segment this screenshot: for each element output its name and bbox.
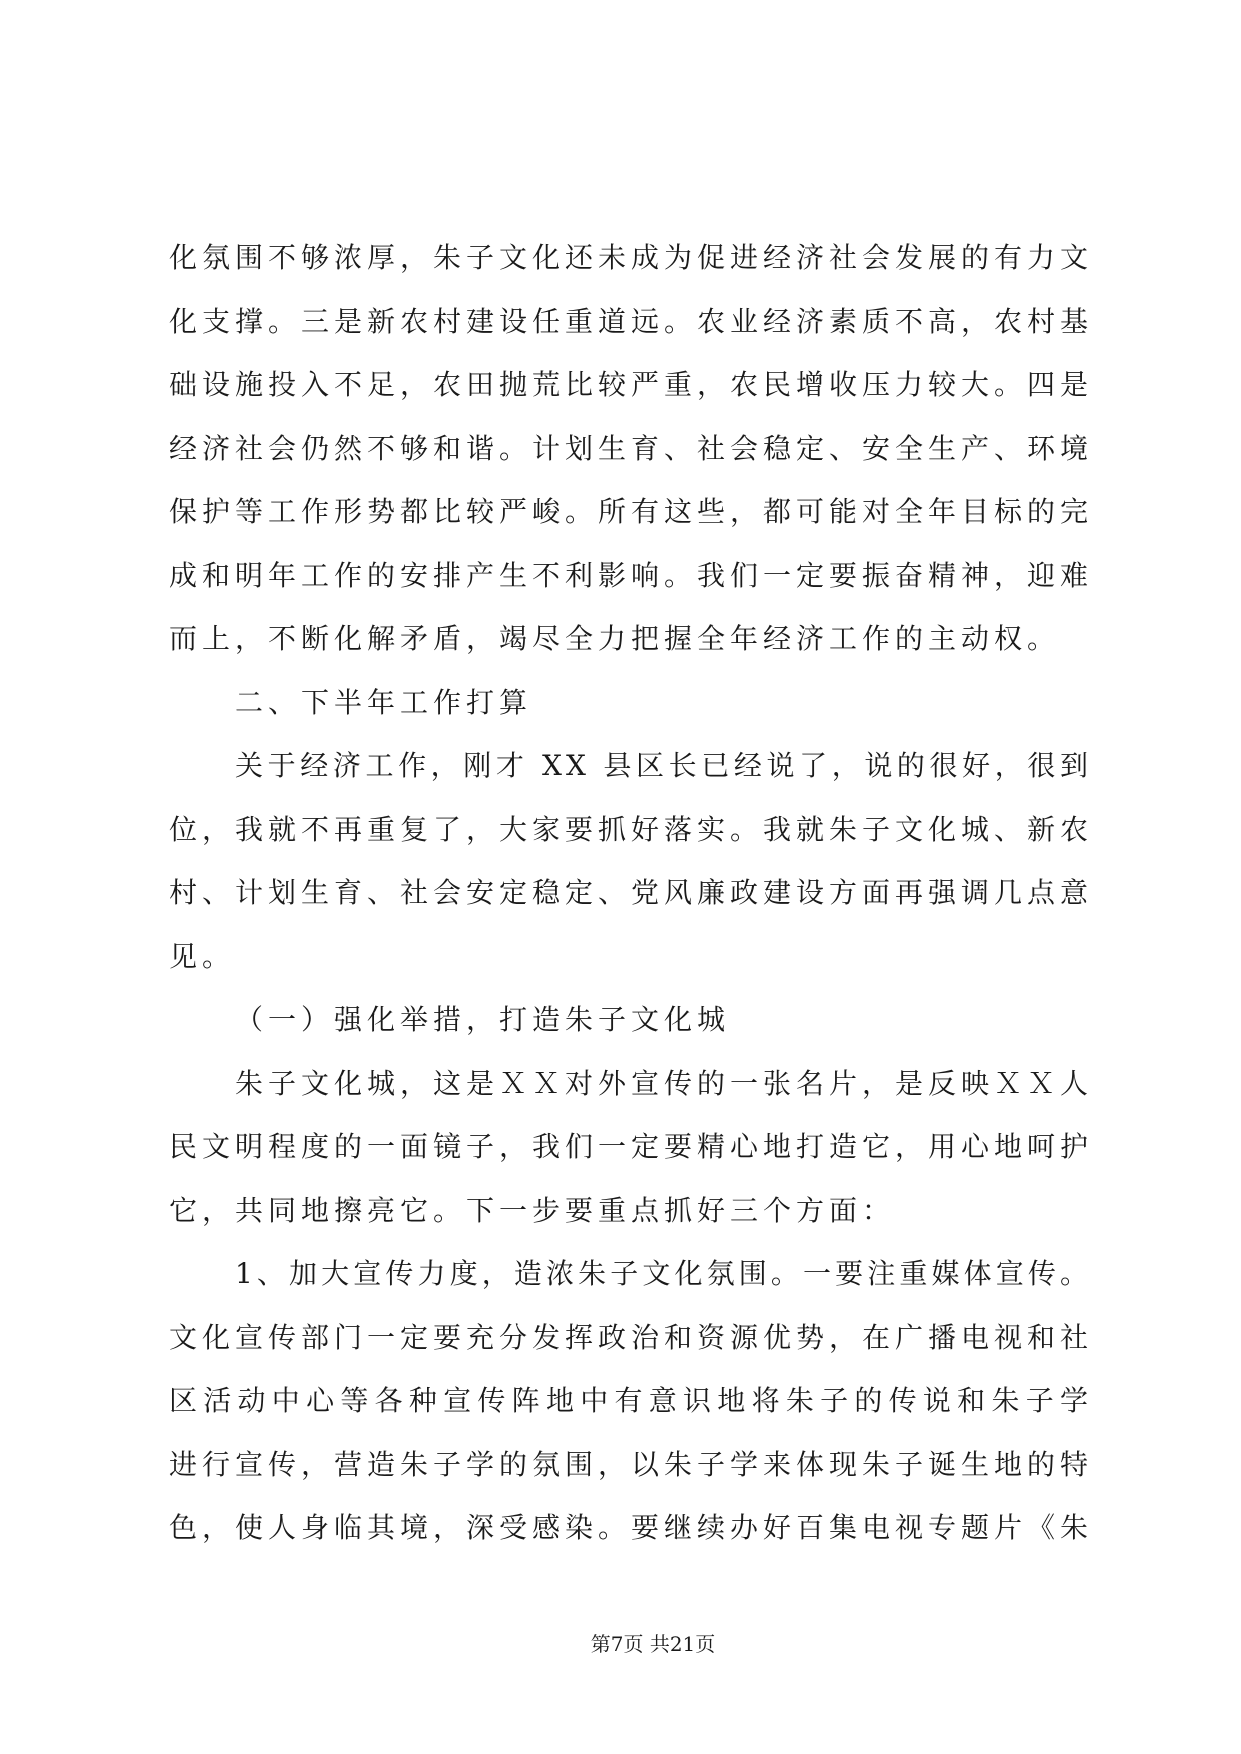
text-line: 它，共同地擦亮它。下一步要重点抓好三个方面： <box>169 1193 896 1227</box>
text-line: 朱子文化城，这是ＸＸ对外宣传的一张名片，是反映ＸＸ人 <box>235 1066 1092 1100</box>
text-line: 成和明年工作的安排产生不利影响。我们一定要振奋精神，迎难 <box>169 558 1092 592</box>
section-heading: 二、下半年工作打算 <box>235 685 533 719</box>
text-line: 位，我就不再重复了，大家要抓好落实。我就朱子文化城、新农 <box>169 812 1092 846</box>
text-line: 而上，不断化解矛盾，竭尽全力把握全年经济工作的主动权。 <box>169 622 1061 655</box>
text-line: 关于经济工作，刚才 XX 县区长已经说了，说的很好，很到 <box>235 749 1092 782</box>
text-line: 保护等工作形势都比较严峻。所有这些，都可能对全年目标的完 <box>169 495 1092 528</box>
subsection-heading: （一）强化举措，打造朱子文化城 <box>235 1003 731 1036</box>
text-line: 进行宣传，营造朱子学的氛围，以朱子学来体现朱子诞生地的特 <box>169 1447 1092 1481</box>
text-line: 村、计划生育、社会安定稳定、党风廉政建设方面再强调几点意 <box>169 876 1092 909</box>
text-line: 经济社会仍然不够和谐。计划生育、社会稳定、安全生产、环境 <box>169 431 1092 465</box>
page-footer: 第7页 共21页 <box>590 1632 716 1656</box>
text-line: 色，使人身临其境，深受感染。要继续办好百集电视专题片《朱 <box>169 1511 1092 1544</box>
text-line: 文化宣传部门一定要充分发挥政治和资源优势，在广播电视和社 <box>169 1320 1092 1354</box>
text-line: 民文明程度的一面镜子，我们一定要精心地打造它，用心地呵护 <box>169 1130 1092 1163</box>
body-text <box>169 226 1092 1560</box>
text-line: 化氛围不够浓厚，朱子文化还未成为促进经济社会发展的有力文 <box>169 241 1092 274</box>
text-line: 化支撑。三是新农村建设任重道远。农业经济素质不高，农村基 <box>169 304 1092 338</box>
text-line: 础设施投入不足，农田抛荒比较严重，农民增收压力较大。四是 <box>169 368 1092 401</box>
text-line: 见。 <box>169 939 236 973</box>
text-line: 1、加大宣传力度，造浓朱子文化氛围。一要注重媒体宣传。 <box>235 1257 1092 1290</box>
text-line: 区活动中心等各种宣传阵地中有意识地将朱子的传说和朱子学 <box>169 1384 1092 1417</box>
